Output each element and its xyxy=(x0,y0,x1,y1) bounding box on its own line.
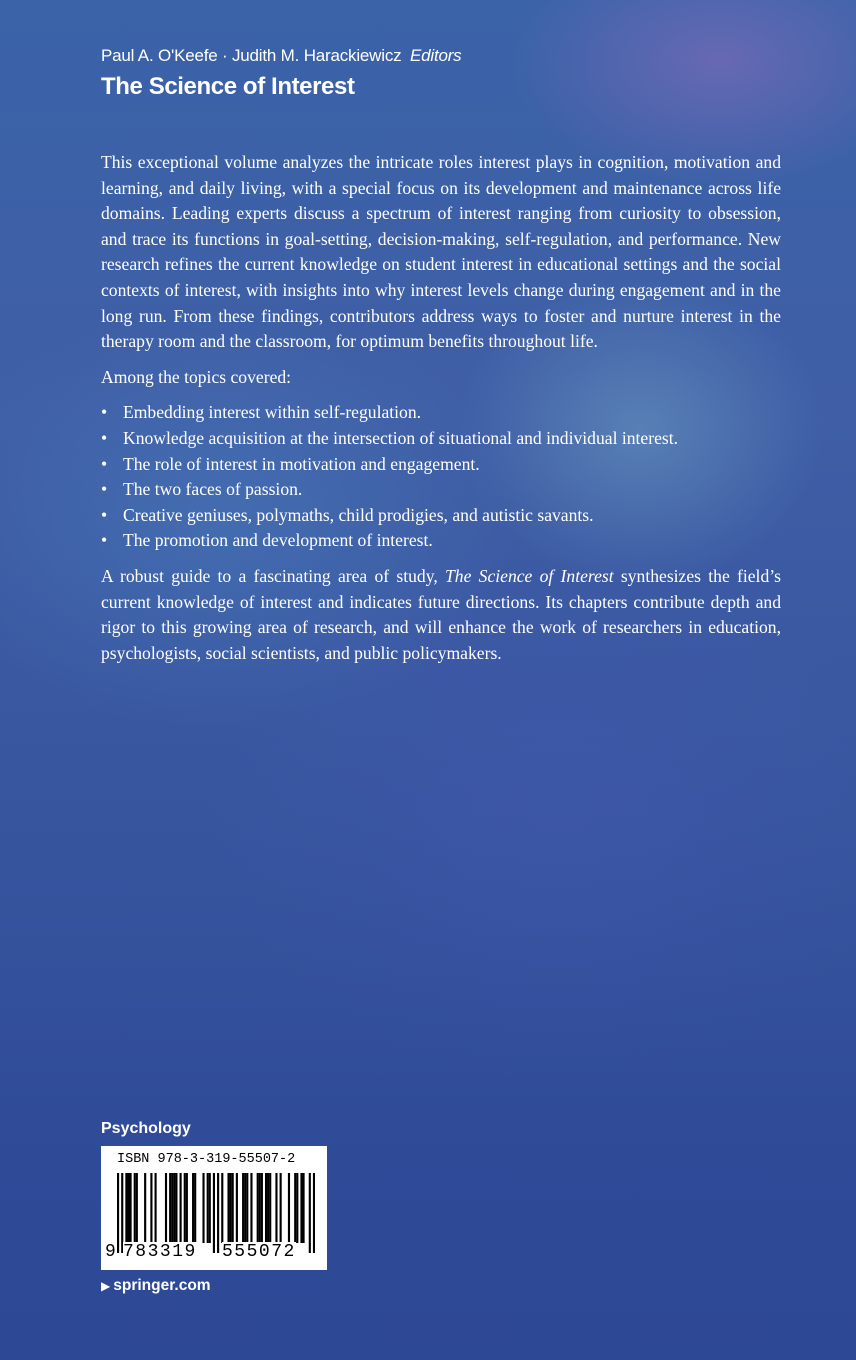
barcode-bar xyxy=(127,1173,129,1243)
barcode-bar xyxy=(169,1173,171,1243)
topic-item xyxy=(101,477,781,503)
ean-first-digit: 9 xyxy=(105,1242,116,1262)
description-paragraph: This exceptional volume analyzes the intricate roles interest plays in cognition, motivation and learning, and daily living, with a special focus on its development and maintenance across life domains. Leading experts discuss a spectrum of interest ranging from curiosity to obsession, and trace its functions in goal-setting, decision-making, self-regulation, and performance. New research refines the current knowledge on student interest in educational settings and the social contexts of interest, with insights into why interest levels change during engagement and in the long run. From these findings, contributors address ways to foster and nurture interest in the therapy room and the classroom, for optimum benefits throughout life. xyxy=(101,152,781,352)
ean-left-digits: 783319 xyxy=(123,1242,197,1262)
barcode-bar xyxy=(294,1173,296,1243)
closing-text-end: synthesizes the field’s current knowledge of interest and indicates future directions. Its chapters contribute depth and rigor to this growing area of research, and will enhance the work of researchers in education, psychologists, social scientists, and public policymakers. xyxy=(101,565,781,663)
barcode-bar xyxy=(186,1173,188,1243)
barcode-bar xyxy=(244,1173,246,1243)
topic-item xyxy=(101,528,781,554)
topics-intro: Among the topics covered: xyxy=(101,366,292,387)
barcode-bar xyxy=(136,1173,138,1243)
barcode-bar xyxy=(269,1173,271,1243)
bullet-icon: • xyxy=(101,453,108,474)
barcode-bar xyxy=(207,1173,209,1243)
barcode-bar xyxy=(296,1173,298,1243)
barcode-bar xyxy=(261,1173,263,1243)
topics-list xyxy=(101,400,781,554)
topic-text: Creative geniuses, polymaths, child prodigies, and autistic savants. xyxy=(123,504,594,525)
barcode-bar xyxy=(236,1173,238,1243)
barcode-bar xyxy=(175,1173,177,1243)
bullet-icon: • xyxy=(101,530,108,551)
barcode-bar xyxy=(173,1173,175,1243)
barcode-bar xyxy=(171,1173,173,1243)
barcode-bar xyxy=(194,1173,196,1243)
barcode-bar xyxy=(134,1173,136,1243)
topic-item xyxy=(101,400,781,426)
barcode-guard-bar xyxy=(121,1173,123,1253)
barcode-guard-bar xyxy=(309,1173,311,1253)
barcode-bars xyxy=(117,1173,315,1253)
book-title: The Science of Interest xyxy=(101,73,355,100)
barcode-bar xyxy=(209,1173,211,1243)
topic-text: The promotion and development of interest. xyxy=(123,530,433,551)
barcode-bar xyxy=(227,1173,229,1243)
topic-text: The role of interest in motivation and engagement. xyxy=(123,453,480,474)
topic-item xyxy=(101,452,781,478)
barcode-guard-bar xyxy=(217,1173,219,1253)
barcode-bar xyxy=(265,1173,267,1243)
topic-item xyxy=(101,426,781,452)
barcode-bar xyxy=(242,1173,244,1243)
closing-paragraph xyxy=(101,564,781,666)
subject-category: Psychology xyxy=(101,1120,191,1137)
barcode-bar xyxy=(259,1173,261,1243)
barcode-bar xyxy=(275,1173,277,1243)
isbn-barcode xyxy=(101,1146,327,1270)
barcode-guard-bar xyxy=(313,1173,315,1253)
editors-line xyxy=(101,46,461,66)
barcode-bar xyxy=(250,1173,252,1243)
barcode-bar xyxy=(280,1173,282,1243)
barcode-bar xyxy=(257,1173,259,1243)
topic-text: Knowledge acquisition at the intersection of situational and individual interest. xyxy=(123,427,679,448)
barcode-bar xyxy=(202,1173,204,1243)
publisher-website[interactable] xyxy=(101,1277,211,1295)
barcode-bar xyxy=(192,1173,194,1243)
ean-right-digits: 555072 xyxy=(222,1242,296,1262)
barcode-guard-bar xyxy=(213,1173,215,1253)
barcode-bar xyxy=(150,1173,152,1243)
barcode-bar xyxy=(300,1173,302,1243)
barcode-bar xyxy=(130,1173,132,1243)
barcode-bar xyxy=(302,1173,304,1243)
topic-text: The two faces of passion. xyxy=(123,479,303,500)
blurb xyxy=(101,150,781,676)
barcode-bar xyxy=(155,1173,157,1243)
isbn-label: ISBN 978-3-319-55507-2 xyxy=(117,1152,296,1167)
arrow-right-icon: ▶ xyxy=(101,1279,111,1293)
bullet-icon: • xyxy=(101,402,108,423)
editors-names: Paul A. O'Keefe · Judith M. Harackiewicz xyxy=(101,46,402,65)
barcode-bar xyxy=(232,1173,234,1243)
barcode-bar xyxy=(180,1173,182,1243)
bullet-icon: • xyxy=(101,427,108,448)
closing-book-title: The Science of Interest xyxy=(445,565,614,586)
closing-text-start: A robust guide to a fascinating area of study, xyxy=(101,565,446,586)
barcode-bar xyxy=(125,1173,127,1243)
barcode-bar xyxy=(144,1173,146,1243)
editors-role: Editors xyxy=(409,46,462,65)
website-label: springer.com xyxy=(113,1277,211,1294)
topic-item xyxy=(101,503,781,529)
barcode-guard-bar xyxy=(117,1173,119,1253)
bullet-icon: • xyxy=(101,479,108,500)
barcode-bar xyxy=(184,1173,186,1243)
barcode-bar xyxy=(221,1173,223,1243)
bullet-icon: • xyxy=(101,504,108,525)
barcode-bar xyxy=(288,1173,290,1243)
barcode-bar xyxy=(230,1173,232,1243)
barcode-bar xyxy=(267,1173,269,1243)
barcode-bar xyxy=(246,1173,248,1243)
barcode-bar xyxy=(165,1173,167,1243)
topic-text: Embedding interest within self-regulation. xyxy=(123,402,422,423)
